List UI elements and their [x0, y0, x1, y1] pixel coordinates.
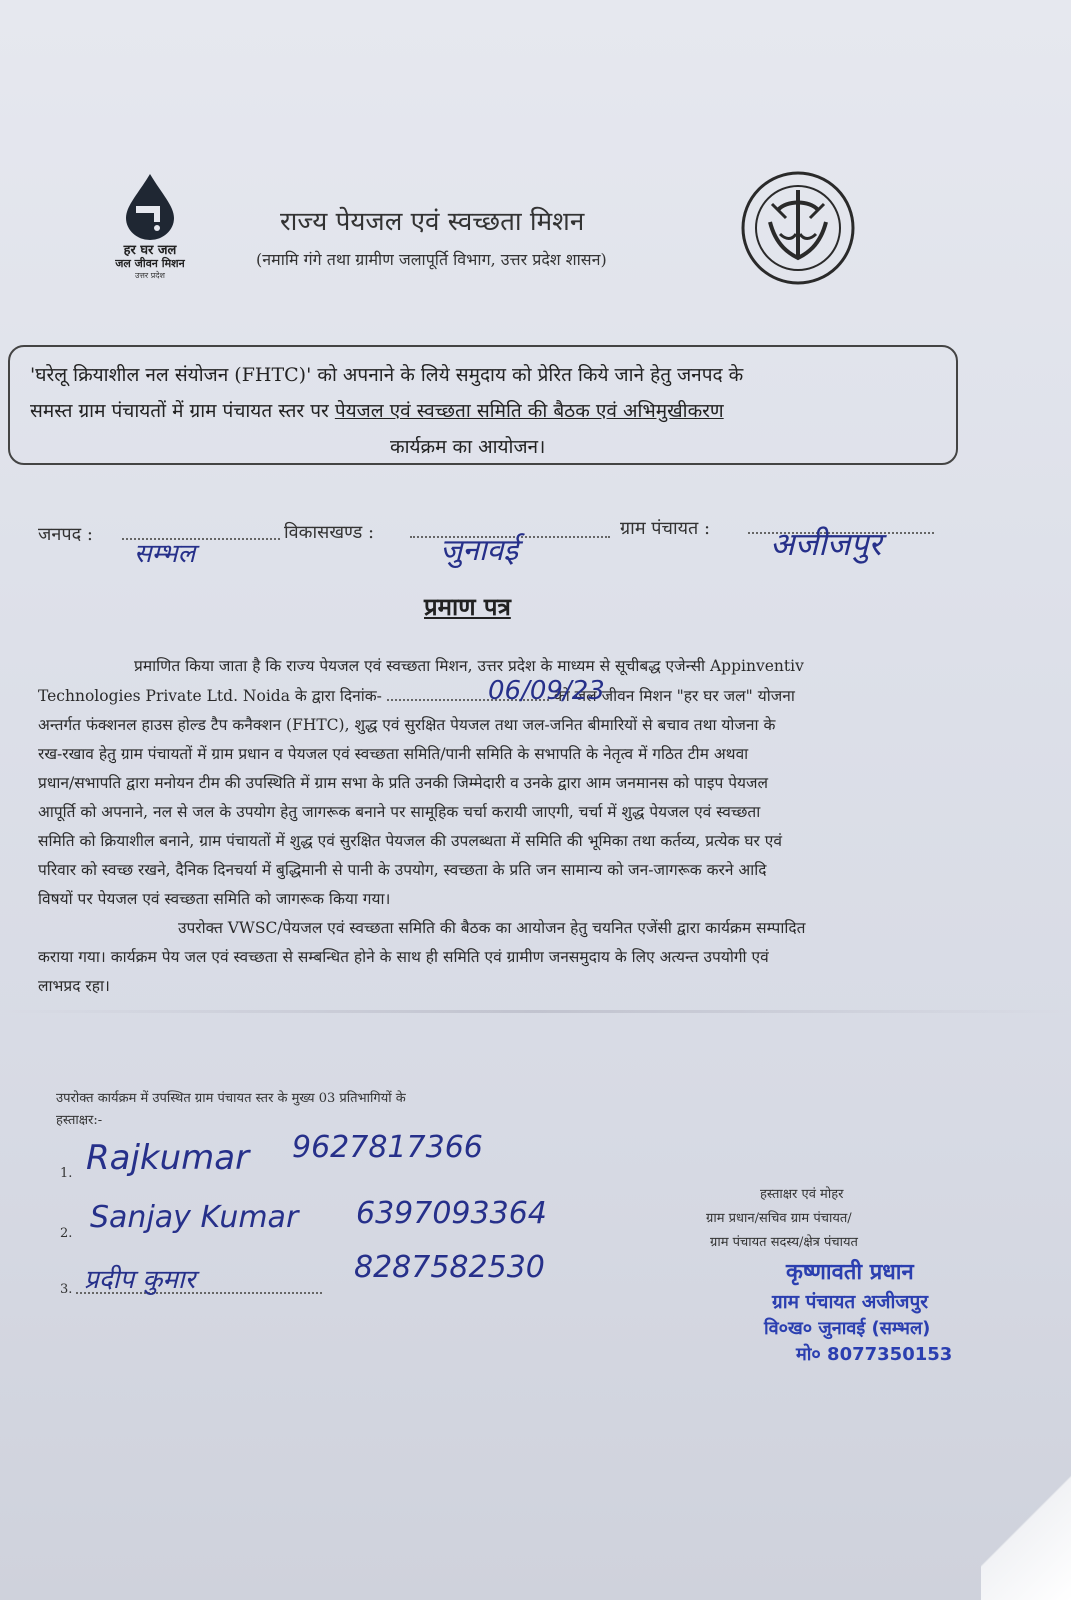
- notice-line1: 'घरेलू क्रियाशील नल संयोजन (FHTC)' को अपनाने के लिये समुदाय को प्रेरित किये जाने हेतु जनपद के: [30, 364, 744, 386]
- handwritten-date: 06/09/23: [488, 676, 605, 706]
- notice-line3: कार्यक्रम का आयोजन।: [390, 436, 546, 458]
- body-line: लाभप्रद रहा।: [38, 977, 110, 995]
- gram-panchayat-value: अजीजपुर: [770, 525, 882, 563]
- body-line: प्रधान/सभापति द्वारा मनोयन टीम की उपस्थिति में ग्राम सभा के प्रति उनकी जिम्मेदारी व उनके द्वारा आम जनमानस को पाइप पेयजल: [38, 774, 769, 792]
- body-line: को जल जीवन मिशन "हर घर जल" योजना: [553, 687, 795, 705]
- body-line: Technologies Private Ltd. Noida के द्वारा दिनांक-: [38, 687, 382, 705]
- logo-line1: हर घर जल: [123, 243, 177, 258]
- vikaskhand-value: जुनावई: [440, 533, 519, 568]
- body-line: कराया गया। कार्यक्रम पेय जल एवं स्वच्छता से सम्बन्धित होने के साथ ही समिति एवं ग्रामीण जनसमुदाय के लिए अत्यन्त उपयोगी एवं: [38, 948, 769, 966]
- signatory-designation: ग्राम प्रधान/सचिव ग्राम पंचायत/: [706, 1211, 852, 1226]
- participants-heading-line2: हस्ताक्षर:-: [56, 1113, 103, 1128]
- mission-subtitle: (नमामि गंगे तथा ग्रामीण जलापूर्ति विभाग, उत्तर प्रदेश शासन): [256, 250, 607, 269]
- mission-title: राज्य पेयजल एवं स्वच्छता मिशन: [280, 207, 585, 237]
- paper-fold: [0, 1010, 1071, 1013]
- body-line: विषयों पर पेयजल एवं स्वच्छता समिति को जागरूक किया गया।: [38, 890, 391, 908]
- notice-line2: [30, 397, 724, 423]
- notice-line2-text: समस्त ग्राम पंचायतों में ग्राम पंचायत स्तर पर: [30, 400, 335, 422]
- participant-phone: 9627817366: [292, 1130, 483, 1165]
- participant-number: 3.: [60, 1282, 73, 1297]
- gram-panchayat-label: ग्राम पंचायत :: [620, 518, 711, 539]
- body-line: अन्तर्गत फंक्शनल हाउस होल्ड टैप कनैक्शन (FHTC), शुद्ध एवं सुरक्षित पेयजल तथा जल-जनित बीमारियों से बचाव तथा योजना के: [38, 716, 776, 734]
- up-state-emblem: [740, 170, 856, 286]
- notice-line2-underlined: पेयजल एवं स्वच्छता समिति की बैठक एवं अभिमुखीकरण: [334, 400, 724, 422]
- notice-box: [8, 345, 958, 465]
- har-ghar-jal-logo: [100, 172, 200, 284]
- body-line: परिवार को स्वच्छ रखने, दैनिक दिनचर्या में बुद्धिमानी से पानी के उपयोग, स्वच्छता के प्रति जन सामान्य को जन-जागरूक करने आदि: [38, 861, 767, 879]
- body-line: समिति को क्रियाशील बनाने, ग्राम पंचायतों में शुद्ध एवं सुरक्षित पेयजल की उपलब्धता में समिति की भूमिका तथा कर्तव्य, प्रत्येक घर एवं: [38, 832, 782, 850]
- janpad-label: जनपद :: [38, 524, 93, 545]
- participant-name: Sanjay Kumar: [90, 1200, 299, 1235]
- logo-line3: उत्तर प्रदेश: [135, 271, 165, 280]
- janpad-value: सम्भल: [134, 539, 196, 569]
- stamp-panchayat: ग्राम पंचायत अजीजपुर: [772, 1291, 929, 1313]
- participants-heading-line1: उपरोक्त कार्यक्रम में उपस्थित ग्राम पंचायत स्तर के मुख्य 03 प्रतिभागियों के: [56, 1091, 406, 1106]
- body-line: रख-रखाव हेतु ग्राम पंचायतों में ग्राम प्रधान व पेयजल एवं स्वच्छता समिति/पानी समिति के सभापति के नेतृत्व में गठित टीम अथवा: [38, 745, 749, 763]
- certificate-title: प्रमाण पत्र: [424, 592, 511, 621]
- body-line: आपूर्ति को अपनाने, नल से जल के उपयोग हेतु जागरूक बनाने पर सामूहिक चर्चा करायी जाएगी, चर्चा में शुद्ध पेयजल एवं स्वच्छता: [38, 803, 761, 821]
- logo-line2: जल जीवन मिशन: [115, 257, 185, 270]
- participant-phone: 8287582530: [354, 1250, 545, 1285]
- stamp-block: वि०ख० जुनावई (सम्भल): [764, 1318, 931, 1339]
- body-line: प्रमाणित किया जाता है कि राज्य पेयजल एवं स्वच्छता मिशन, उत्तर प्रदेश के माध्यम से सूचीबद्ध एजेन्सी Appinventiv: [134, 657, 804, 675]
- participant-phone: 6397093364: [356, 1196, 547, 1231]
- vikaskhand-label: विकासखण्ड :: [284, 522, 375, 543]
- stamp-name: कृष्णावती प्रधान: [786, 1260, 914, 1285]
- body-line: उपरोक्त VWSC/पेयजल एवं स्वच्छता समिति की बैठक का आयोजन हेतु चयनित एजेंसी द्वारा कार्यक्रम सम्पादित: [178, 919, 806, 937]
- participant-name: प्रदीप कुमार: [84, 1265, 196, 1295]
- participant-number: 1.: [60, 1166, 73, 1181]
- participant-name: Rajkumar: [86, 1138, 250, 1178]
- participants-heading: [56, 1088, 406, 1132]
- paper-corner: [981, 1440, 1071, 1600]
- stamp-mobile: मो० 8077350153: [796, 1344, 953, 1365]
- participant-number: 2.: [60, 1226, 73, 1241]
- signatory-designation-2: ग्राम पंचायत सदस्य/क्षेत्र पंचायत: [710, 1235, 858, 1250]
- water-drop-tap-icon: [118, 172, 182, 240]
- signature-seal-label: हस्ताक्षर एवं मोहर: [760, 1187, 844, 1202]
